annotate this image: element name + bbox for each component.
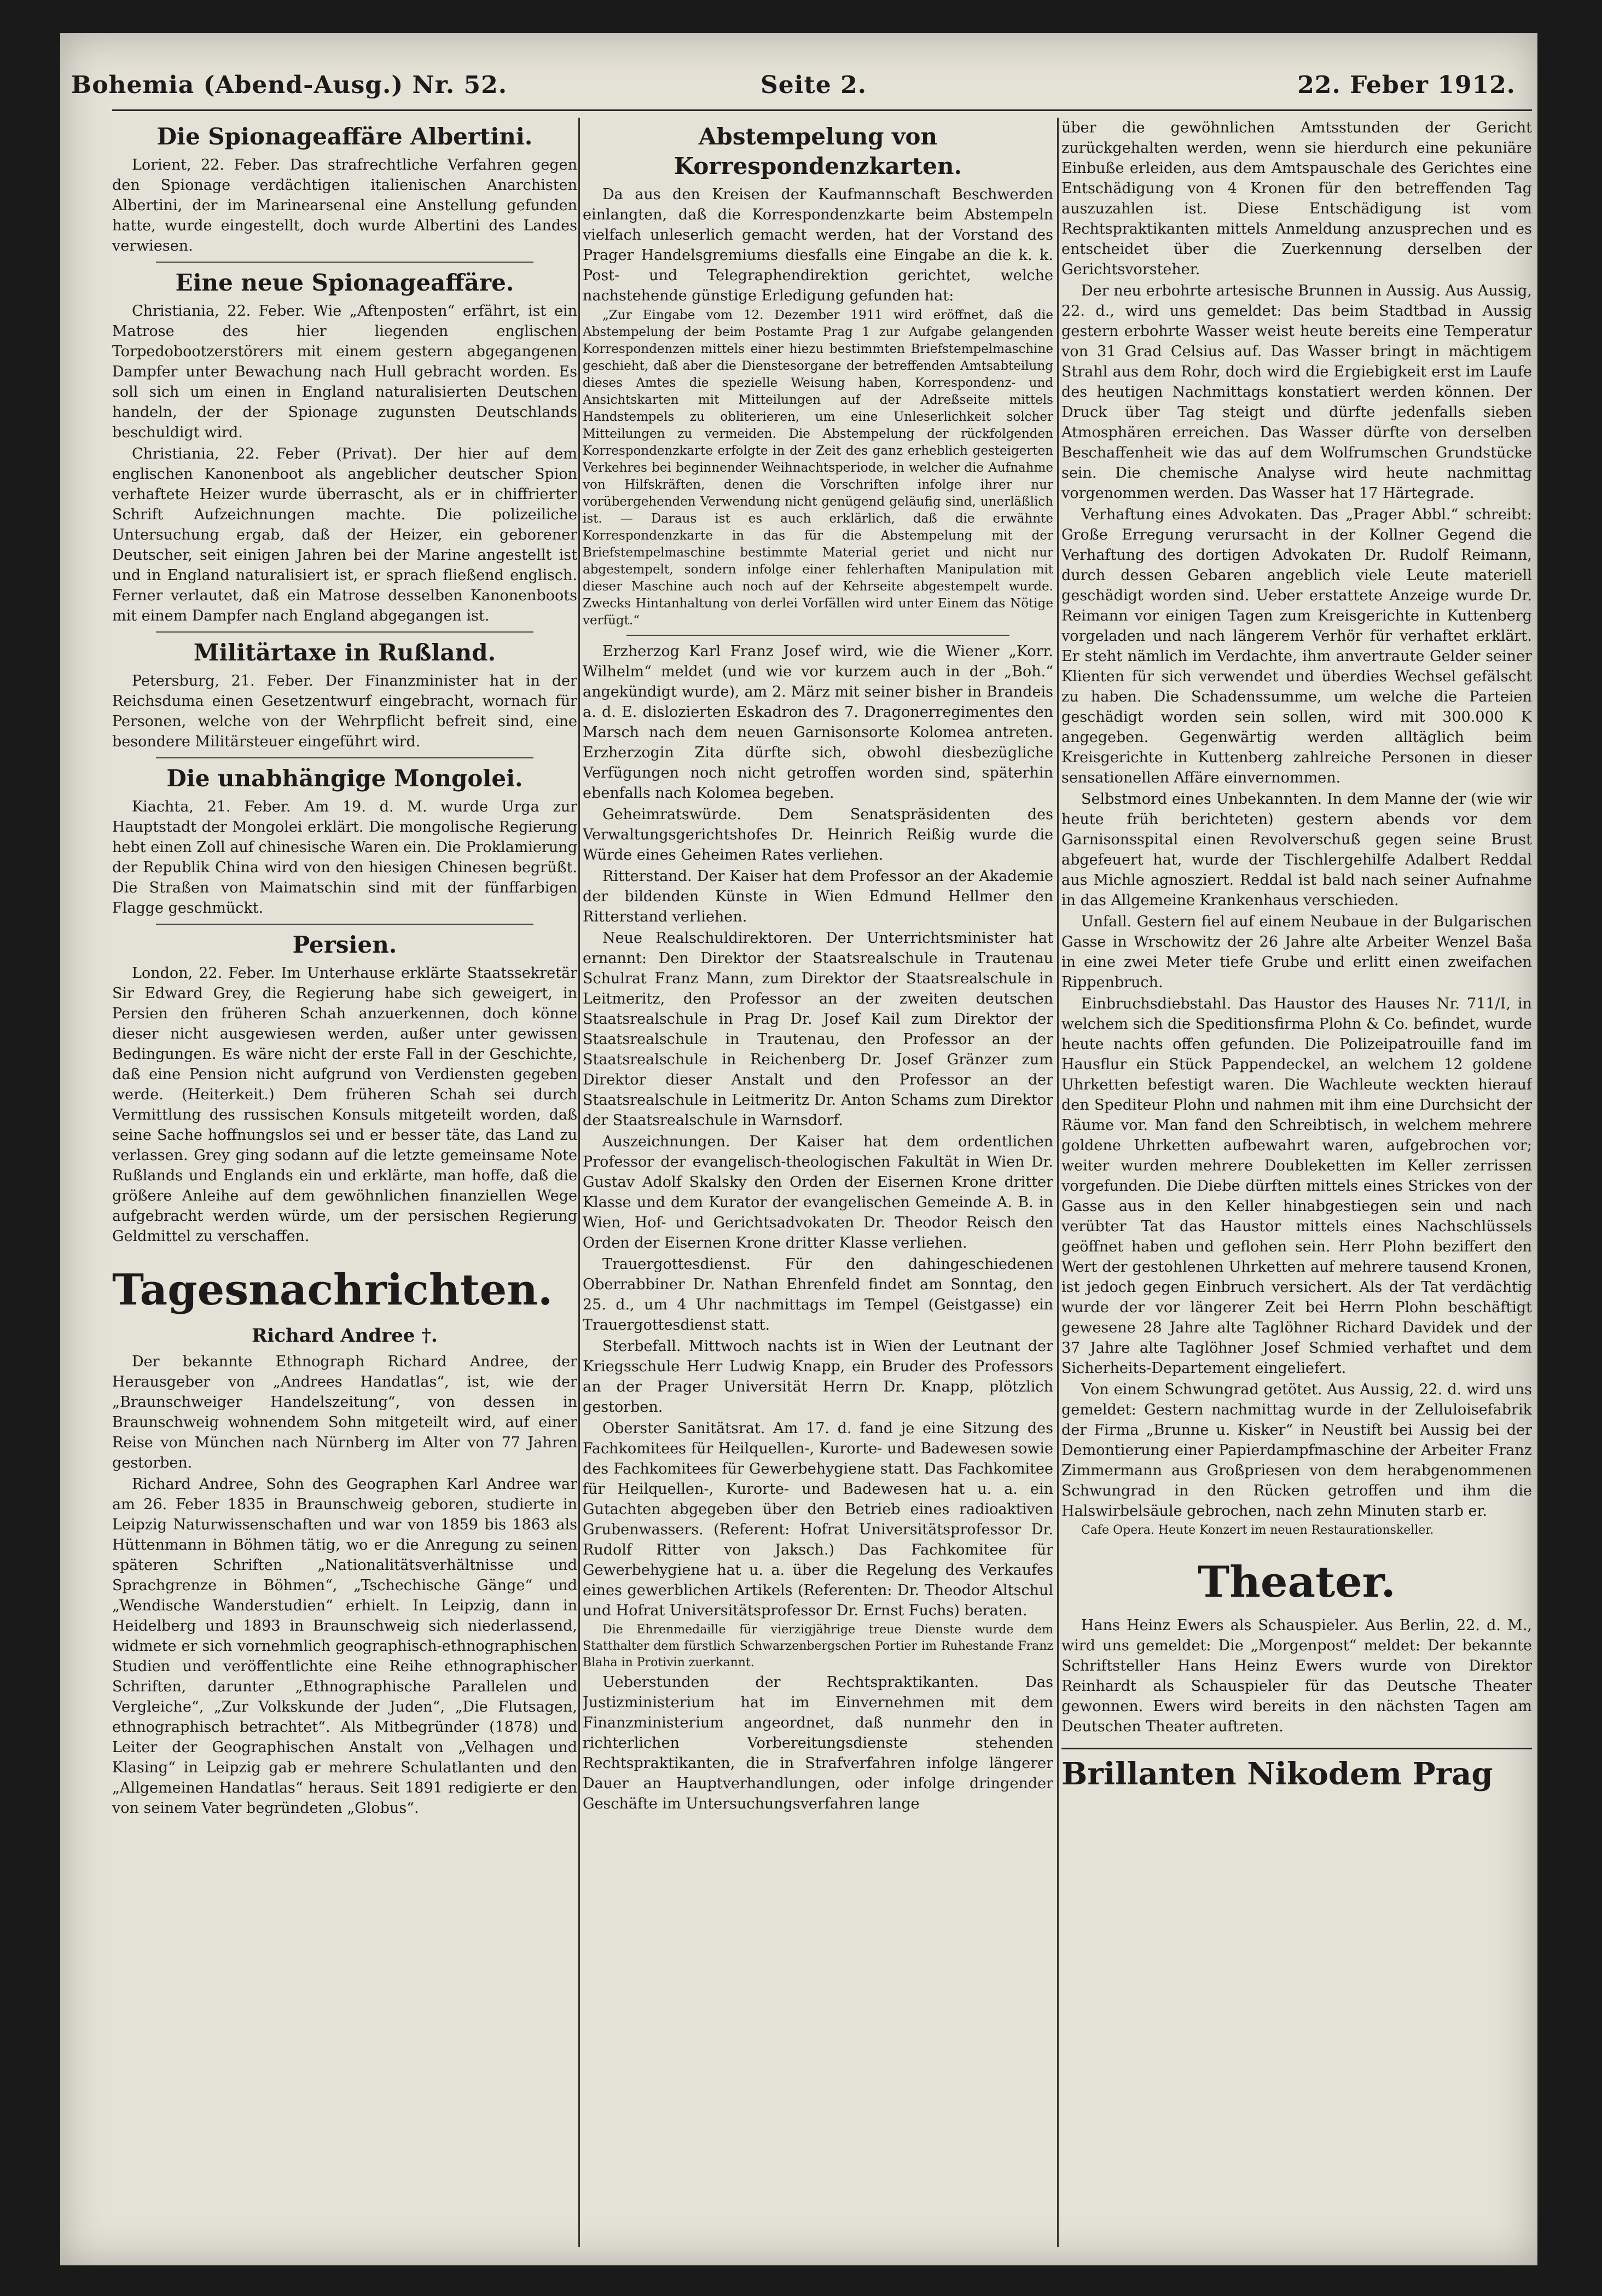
- article-text: über die gewöhnlichen Amtsstunden der Gericht zurückgehalten werden, wenn sie hierdurch eine pekuniäre Einbuße erleiden, aus dem Amtspauschale des Gerichtes eine Entschädigung von 4 Kronen für den betreffenden Tag auszuzahlen ist. Diese Entschädigung ist vom Rechtspraktikanten mittels Anmeldung anzusprechen und es entscheidet über die Zuerkennung derselben der Gerichtsvorsteher.: [1061, 119, 1532, 278]
- masthead-rule: [112, 109, 1532, 111]
- column-divider: [1057, 118, 1059, 2247]
- article-text: Sterbefall. Mittwoch nachts ist in Wien der Leutnant der Kriegsschule Herr Ludwig Knapp, ein Bruder des Professors an der Prager Universität Herrn Dr. Knapp, plötzlich gestorben.: [583, 1338, 1053, 1416]
- notice-text: Cafe Opera. Heute Konzert im neuen Restaurationskeller.: [1081, 1523, 1434, 1537]
- article-text: Der neu erbohrte artesische Brunnen in Aussig. Aus Aussig, 22. d., wird uns gemeldet: Das beim Stadtbad in Aussig gestern erbohrte Wasser weist heute bereits eine Temperatur von 31 Grad Celsius auf. Das Wasser bringt in mächtigem Strahl aus dem Rohr, doch wird die Ergiebigkeit erst im Laufe des heutigen Nachmittags konstatiert werden können. Der Druck über Tag steigt und dürfte jedenfalls sieben Atmosphären erreichen. Das Wasser dürfte von derselben Beschaffenheit wie das auf dem Wolfrumschen Grundstücke sein. Die chemische Analyse wird heute nachmittag vorgenommen werden. Das Wasser hat 17 Härtegrade.: [1061, 282, 1532, 502]
- article-text: Von einem Schwungrad getötet. Aus Aussig, 22. d. wird uns gemeldet: Gestern nachmittag wurde in der Zelluloisefabrik der Firma „Brunne u. Kisker“ in Neustift bei Aussig bei der Demontierung einer Papierdampfmaschine der Arbeiter Franz Zimmermann aus Großpriesen von dem herabgenommenen Schwungrad in den Rücken getroffen und ihm die Halswirbelsäule gebrochen, nach zehn Minuten starb er.: [1061, 1381, 1532, 1520]
- separator: [156, 631, 533, 633]
- article-text: Trauergottesdienst. Für den dahingeschiedenen Oberrabbiner Dr. Nathan Ehrenfeld findet am Sonntag, den 25. d., um 4 Uhr nachmittags im Tempel (Geistgasse) ein Trauergottesdienst statt.: [583, 1256, 1053, 1333]
- article-text: Verhaftung eines Advokaten. Das „Prager Abbl.“ schreibt: Große Erregung verursacht in der Kollner Gegend die Verhaftung des dortigen Advokaten Dr. Rudolf Reimann, durch dessen Gebaren angeblich viele Leute materiell geschädigt worden sind. Ueber erstattete Anzeige wurde Dr. Reimann vor einigen Tagen zum Kreisgerichte in Kuttenberg vorgeladen und nach längerem Verhör für verhaftet erklärt. Er steht nämlich im Verdachte, ihm anvertraute Gelder seiner Klienten für sich verwendet und überdies Wechsel gefälscht zu haben. Die Schadenssumme, um welche die Parteien geschädigt worden sein sollen, wird mit 300.000 K angegeben. Gegenwärtig werden alltäglich beim Kreisgerichte in Kuttenberg zahlreiche Personen in dieser sensationellen Affäre einvernommen.: [1061, 506, 1532, 786]
- article-text: Oberster Sanitätsrat. Am 17. d. fand je eine Sitzung des Fachkomitees für Heilquellen-, Kurorte- und Badewesen sowie des Fachkomitees für Gewerbehygiene statt. Das Fachkomitee für Heilquellen-, Kurorte- und Badewesen hat u. a. ein Gutachten abgegeben über den Betrieb eines radioaktiven Grubenwassers. (Referent: Hofrat Universitätsprofessor Dr. Rudolf Ritter von Jaksch.) Das Fachkomitee für Gewerbehygiene hat u. a. über die Regelung des Verkaufes eines gewerblichen Artikels (Referenten: Dr. Theodor Altschul und Hofrat Universitätsprofessor Dr. Ernst Fuchs) beraten.: [583, 1420, 1053, 1619]
- separator: [156, 262, 533, 263]
- article-text: Der bekannte Ethnograph Richard Andree, der Herausgeber von „Andrees Handatlas“, ist, wie der „Braunschweiger Handelszeitung“, von dessen in Braunschweig wohnendem Sohn mitgeteilt wird, auf einer Reise von München nach Nürnberg im Alter von 77 Jahren gestorben.: [112, 1353, 577, 1471]
- article-text: Die Ehrenmedaille für vierzigjährige treue Dienste wurde dem Statthalter dem fürstlich Schwarzenbergschen Portier im Ruhestande Franz Blaha in Protivin zuerkannt.: [583, 1623, 1053, 1669]
- article-text: Christiania, 22. Feber. Wie „Aftenposten“ erfährt, ist ein Matrose des hier liegenden englischen Torpedobootzerstörers mit einem gestern abgegangenen Dampfer unter Bewachung nach Hull gebracht worden. Es soll sich um einen in England naturalisierten Deutschen handeln, der der Spionage zugunsten Deutschlands beschuldigt wird.: [112, 303, 577, 441]
- section-title: Tagesnachrichten.: [112, 1265, 553, 1315]
- masthead-page: Seite 2.: [761, 71, 867, 99]
- article-text: Einbruchsdiebstahl. Das Haustor des Hauses Nr. 711/I, in welchem sich die Speditionsfirma Plohn & Co. befindet, wurde heute nachts offen gefunden. Die Polizeipatrouille fand im Hausflur ein Stück Pappendeckel, an welchem 12 goldene Uhrketten befestigt waren. Die Wachleute weckten hierauf den Spediteur Plohn und nahmen mit ihm eine Durchsicht der Räume vor. Man fand den Schreibtisch, in welchem mehrere goldene Uhrketten aufbewahrt waren, aufgebrochen vor; weiter wurden mehrere Doubleketten im Keller zerrissen vorgefunden. Die Diebe dürften mittels eines Strickes von der Gasse aus in den Keller hinabgestiegen sein und nach verübter Tat das Haustor mittels eines Nachschlüssels geöffnet haben und geflohen sein. Herr Plohn beziffert den Wert der gestohlenen Uhrketten auf mehrere tausend Kronen, ist jedoch gegen Einbruch versichert. Als der Tat verdächtig wurde der vor längerer Zeit bei Herrn Plohn beschäftigt gewesene 28 Jahre alte Taglöhner Richard Davidek und der 37 Jahre alte Taglöhner Josef Schmied verhaftet und dem Sicherheits-Departement eingeliefert.: [1061, 995, 1532, 1377]
- article-text: Ueberstunden der Rechtspraktikanten. Das Justizministerium hat im Einvernehmen mit dem Finanzministerium angeordnet, daß nunmehr den in richterlichen Vorbereitungsdienste stehenden Rechtspraktikanten, die in Strafverfahren infolge längerer Dauer an Hauptverhandlungen, oder infolge dringender Geschäfte im Untersuchungsverfahren lange: [583, 1674, 1053, 1812]
- column-divider: [578, 118, 580, 2247]
- advertisement: Brillanten Nikodem Prag: [1061, 1748, 1532, 1793]
- article-text: Auszeichnungen. Der Kaiser hat dem ordentlichen Professor der evangelisch-theologischen Fakultät in Wien Dr. Gustav Adolf Skalsky den Orden der Eisernen Krone dritter Klasse und dem Kurator der evangelischen Gemeinde A. B. in Wien, Hof- und Gerichtsadvokaten Dr. Theodor Reisch den Orden der Eisernen Krone dritter Klasse verliehen.: [583, 1133, 1053, 1251]
- column-2: [583, 118, 1053, 2247]
- headline: Richard Andree †.: [252, 1325, 438, 1347]
- column-1: [112, 118, 577, 2247]
- article-text: Ritterstand. Der Kaiser hat dem Professor an der Akademie der bildenden Künste in Wien Edmund Hellmer den Ritterstand verliehen.: [583, 868, 1053, 925]
- headline: Abstempelung von Korrespondenzkarten.: [674, 123, 962, 179]
- headline: Militärtaxe in Rußland.: [193, 639, 496, 666]
- masthead: [71, 66, 1516, 104]
- column-3: [1061, 118, 1532, 2247]
- article-text: London, 22. Feber. Im Unterhause erklärte Staatssekretär Sir Edward Grey, die Regierung habe sich geweigert, in Persien den früheren Schah anzuerkennen, doch könne dieser nicht ausgewiesen werden, außer unter gewissen Bedingungen. Es wäre nicht der erste Fall in der Geschichte, daß eine Pension nicht aufgrund von Verdiensten gegeben werde. (Heiterkeit.) Dem früheren Schah sei durch Vermittlung des russischen Konsuls mitgeteilt worden, daß seine Sache hoffnungslos sei und er besser täte, das Land zu verlassen. Grey ging sodann auf die letzte gemeinsame Note Rußlands und Englands ein und erklärte, man hoffe, daß die größere Anleihe auf dem gewöhnlichen finanziellen Wege aufgebracht werden würde, um der persischen Regierung Geldmittel zu verschaffen.: [112, 965, 577, 1245]
- article-text: Geheimratswürde. Dem Senatspräsidenten des Verwaltungsgerichtshofes Dr. Heinrich Reißig wurde die Würde eines Geheimen Rates verliehen.: [583, 806, 1053, 863]
- article-text: Erzherzog Karl Franz Josef wird, wie die Wiener „Korr. Wilhelm“ meldet (und wie vor kurzem auch in der „Boh.“ angekündigt wurde), am 2. März mit seiner bisher in Brandeis a. d. E. dislozierten Eskadron des 7. Dragonerregimentes den Marsch nach dem neuen Garnisonsorte Kolomea antreten. Erzherzogin Zita dürfte sich, obwohl diesbezügliche Verfügungen noch nicht getroffen worden sind, späterhin ebenfalls nach Kolomea begeben.: [583, 643, 1053, 802]
- article-text: Da aus den Kreisen der Kaufmannschaft Beschwerden einlangten, daß die Korrespondenzkarte beim Abstempeln vielfach unleserlich gemacht werden, hat der Vorstand des Prager Handelsgremiums diesfalls eine Eingabe an die k. k. Post- und Telegraphendirektion gerichtet, welche nachstehende günstige Erledigung gefunden hat:: [583, 186, 1053, 304]
- masthead-date: 22. Feber 1912.: [1297, 71, 1516, 99]
- article-text: Christiania, 22. Feber (Privat). Der hier auf dem englischen Kanonenboot als angeblicher deutscher Spion verhaftete Heizer wurde überrascht, als er in chiffrierter Schrift Aufzeichnungen machte. Die polizeiliche Untersuchung ergab, daß der Heizer, ein geborener Deutscher, seit einigen Jahren bei der Marine angestellt ist und in England naturalisiert ist, er sprach fließend englisch. Ferner verlautet, daß ein Matrose desselben Kanonenboots mit einem Dampfer nach England abgegangen ist.: [112, 445, 577, 624]
- article-text: Petersburg, 21. Feber. Der Finanzminister hat in der Reichsduma einen Gesetzentwurf eingebracht, wornach für Personen, welche von der Wehrpflicht befreit sind, eine besondere Militärsteuer eingeführt wird.: [112, 672, 577, 750]
- headline: Die unabhängige Mongolei.: [166, 765, 523, 792]
- article-text: Richard Andree, Sohn des Geographen Karl Andree war am 26. Feber 1835 in Braunschweig geboren, studierte in Leipzig Naturwissenschaften und war von 1859 bis 1863 als Hüttenmann in Böhmen tätig, wo er die Anregung zu seinen späteren Schriften „Nationalitätsverhältnisse und Sprachgrenze in Böhmen“, „Tschechische Gänge“ und „Wendische Wanderstudien“ erhielt. In Leipzig, dann in Heidelberg und 1893 in Braunschweig sich niederlassend, widmete er sich vornehmlich geographisch-ethnographischen Studien und veröffentlichte eine Reihe ethnographischer Schriften, darunter „Ethnographische Parallelen und Vergleiche“, „Zur Volkskunde der Juden“, „Die Flutsagen, ethnographisch betrachtet“. Als Mitbegründer (1878) und Leiter der Geographischen Anstalt von „Velhagen und Klasing“ in Leipzig gab er mehrere Schulatlanten und den „Allgemeinen Handatlas“ heraus. Seit 1891 redigierte er den von seinem Vater begründeten „Globus“.: [112, 1476, 577, 1817]
- article-text: Neue Realschuldirektoren. Der Unterrichtsminister hat ernannt: Den Direktor der Staatsrealschule in Trautenau Schulrat Franz Mann, zum Direktor der Staatsrealschule in Leitmeritz, den Professor an der zweiten deutschen Staatsrealschule in Prag Dr. Josef Kail zum Direktor der Staatsrealschule in Trautenau, den Professor an der Staatsrealschule in Reichenberg Dr. Josef Gränzer zum Direktor dieser Anstalt und den Professor an der Staatsrealschule in Leitmeritz Dr. Anton Schams zum Direktor der Staatsrealschule in Warnsdorf.: [583, 930, 1053, 1129]
- masthead-edition: Bohemia (Abend-Ausg.) Nr. 52.: [71, 71, 508, 99]
- article-quote: „Zur Eingabe vom 12. Dezember 1911 wird eröffnet, daß die Abstempelung der beim Postamte Prag 1 zur Aufgabe gelangenden Korrespondenzen mittels einer hiezu bestimmten Briefstempelmaschine geschieht, daß aber die Dienstesorgane der betreffenden Amtsabteilung dieses Amtes die spezielle Weisung haben, Korrespondenz- und Ansichtskarten mit Mitteilungen auf der Adreßseite mittels Handstempels zu obliterieren, um eine Unleserlichkeit solcher Mitteilungen zu vermeiden. Die Abstempelung der rückfolgenden Korrespondenzkarte erfolgte in der Zeit des ganz erheblich gesteigerten Verkehres bei beginnender Weihnachtsperiode, in welcher die Aufnahme von Hilfskräften, denen die Vorschriften infolge ihrer nur vorübergehenden Verwendung nicht genügend geläufig sind, unerläßlich ist. — Daraus ist es auch erklärlich, daß die erwähnte Korrespondenzkarte in das für die Abstempelung mit der Briefstempelmaschine bestimmte Material geriet und nicht nur abgestempelt, sondern infolge einer fehlerhaften Manipulation mit dieser Maschine auch noch auf der Kehrseite abgestempelt wurde. Zwecks Hintanhaltung von derlei Vorfällen wird unter Einem das Nötige verfügt.“: [583, 308, 1053, 628]
- article-text: Selbstmord eines Unbekannten. In dem Manne der (wie wir heute früh berichteten) gestern abends vor dem Garnisonsspital einen Revolverschuß gegen seine Brust abgefeuert hat, wurde der Tischlergehilfe Adalbert Reddal aus Michle agnosziert. Reddal ist bald nach seiner Aufnahme in das Allgemeine Krankenhaus verschieden.: [1061, 791, 1532, 909]
- article-text: Hans Heinz Ewers als Schauspieler. Aus Berlin, 22. d. M., wird uns gemeldet: Die „Morgenpost“ meldet: Der bekannte Schriftsteller Hans Heinz Ewers wurde von Direktor Reinhardt als Schauspieler für das Deutsche Theater gewonnen. Ewers wird bereits in den nächsten Tagen am Deutschen Theater auftreten.: [1061, 1617, 1532, 1735]
- headline: Die Spionageaffäre Albertini.: [156, 123, 533, 150]
- separator: [156, 757, 533, 758]
- headline: Persien.: [292, 931, 397, 958]
- separator: [626, 635, 1009, 636]
- article-text: Unfall. Gestern fiel auf einem Neubaue in der Bulgarischen Gasse in Wrschowitz der 26 Jahre alte Arbeiter Wenzel Baša in eine zwei Meter tiefe Grube und erlitt einen zweifachen Rippenbruch.: [1061, 913, 1532, 991]
- separator: [156, 924, 533, 925]
- article-text: Kiachta, 21. Feber. Am 19. d. M. wurde Urga zur Hauptstadt der Mongolei erklärt. Die mongolische Regierung hebt einen Zoll auf chinesische Waren ein. Die Proklamierung der Republik China wird von den hiesigen Chinesen begrüßt. Die Straßen von Maimatschin sind mit der fünffarbigen Flagge geschmückt.: [112, 798, 577, 917]
- section-title: Theater.: [1198, 1557, 1396, 1607]
- headline: Eine neue Spionageaffäre.: [175, 269, 514, 296]
- article-text: Lorient, 22. Feber. Das strafrechtliche Verfahren gegen den Spionage verdächtigen italienischen Anarchisten Albertini, der im Marinearsenal eine Anstellung gefunden hatte, wurde eingestellt, doch wurde Albertini des Landes verwiesen.: [112, 156, 577, 254]
